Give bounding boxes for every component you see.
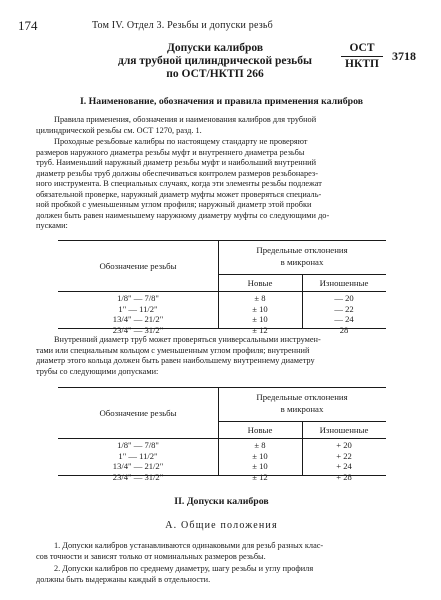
- new-tolerance-column: [218, 440, 302, 482]
- title-line-3: по ОСТ/НКТП 266: [166, 68, 264, 80]
- worn-tolerance-column: [302, 293, 386, 335]
- text-line: Внутренний диаметр труб может проверяться универсальными инструмен-: [54, 335, 321, 344]
- section-2-heading: II. Допуски калибров: [174, 496, 269, 507]
- table-cell: 1" — 11/2": [118, 303, 158, 314]
- tolerance-table-2: [58, 387, 386, 482]
- table-cell: ± 12: [252, 324, 268, 335]
- table-cell: 13/4" — 21/2": [112, 461, 164, 471]
- section-1-paragraph-2: [36, 137, 422, 232]
- page-number: 174: [18, 18, 38, 33]
- worn-tolerance-column: [302, 440, 386, 482]
- text-line: 2. Допуски калибров по среднему диаметру, шагу резьбы и углу профиля: [54, 564, 314, 573]
- col-header-worn: Изношенные: [319, 425, 369, 435]
- section-2-paragraph-2: [36, 564, 422, 585]
- standard-top: ОСТ: [349, 42, 375, 54]
- section-2-subheading: А. Общие положения: [165, 520, 278, 531]
- text-line: диаметр резьбы труб должны обеспечиваться контролем размеров резьбонарез-: [36, 168, 318, 178]
- table-cell: 23/4" — 31/2": [112, 324, 164, 335]
- table-cell: — 20: [334, 293, 354, 303]
- text-line: Проходные резьбовые калибры по настоящему стандарту не проверяют: [54, 137, 308, 146]
- table-cell: ± 8: [254, 440, 266, 450]
- text-line: ной пробкой с уменьшенным углом профиля; наружный диаметр этой пробки: [36, 200, 312, 209]
- text-line: должен быть равен наименьшему наружному диаметру муфты со следующими до-: [36, 210, 330, 220]
- col-header-new: Новые: [247, 425, 273, 435]
- table-cell: + 20: [336, 440, 352, 450]
- table-cell: ± 10: [252, 450, 268, 461]
- text-line: пусками:: [36, 221, 68, 230]
- text-line: труб. Наименьший наружный диаметр резьбы муфт и наибольший внутренний: [36, 158, 317, 167]
- thread-size-column: [58, 293, 218, 335]
- tolerance-table-1: [58, 240, 386, 335]
- text-line: размеров наружного диаметра резьбы муфт и внутреннего диаметра резьбы: [36, 147, 305, 157]
- thread-size-column: [58, 440, 218, 482]
- col-header-group-line-2: в микронах: [280, 404, 324, 414]
- table-cell: 1/8" — 7/8": [117, 440, 159, 450]
- table-cell: + 24: [336, 461, 352, 471]
- text-line: тами или специальным кольцом с уменьшенным углом профиля; внутренний: [36, 345, 310, 355]
- table-cell: — 22: [334, 303, 354, 314]
- title-line-2: для трубной цилиндрической резьбы: [118, 55, 312, 67]
- col-header-group-line-1: Предельные отклонения: [256, 392, 348, 402]
- col-header-group-line-2: в микронах: [280, 257, 324, 267]
- standard-designation: [337, 42, 387, 71]
- text-line: 1. Допуски калибров устанавливаются одинаковыми для резьб разных клас-: [54, 541, 324, 550]
- table-cell: ± 12: [252, 471, 268, 482]
- text-line: Правила применения, обозначения и наименования калибров для трубной: [54, 115, 317, 124]
- col-header-thread: Обозначение резьбы: [99, 408, 177, 418]
- running-title: Том IV. Отдел 3. Резьбы и допуски резьб: [92, 20, 273, 31]
- new-tolerance-column: [218, 293, 302, 335]
- standard-bottom: НКТП: [345, 58, 379, 70]
- fraction-bar: [341, 56, 383, 57]
- table-cell: 13/4" — 21/2": [112, 314, 164, 324]
- table-cell: + 22: [336, 450, 352, 461]
- text-line: ного инструмента. В специальных случаях, когда эти элементы резьбы подлежат: [36, 179, 322, 188]
- table-cell: — 24: [334, 314, 354, 324]
- table-cell: ± 10: [252, 314, 268, 324]
- text-line: трубы со следующими допусками:: [36, 366, 159, 376]
- col-header-thread: Обозначение резьбы: [99, 261, 177, 271]
- table-cell: ± 8: [254, 293, 266, 303]
- text-line: должны быть выдержаны каждый в отдельности.: [36, 574, 211, 584]
- col-header-new: Новые: [247, 278, 273, 288]
- table-cell: 1" — 11/2": [118, 450, 158, 461]
- text-line: сов точности и зависят только от номинальных размеров резьбы.: [36, 551, 266, 561]
- col-header-group-line-1: Предельные отклонения: [256, 245, 348, 255]
- text-line: диаметр этого кольца должен быть равен наибольшему внутреннему диаметру: [36, 356, 315, 365]
- document-title: [95, 42, 335, 81]
- standard-number: 3718: [392, 49, 416, 63]
- table-divider: [58, 438, 386, 439]
- table-cell: 28: [339, 324, 349, 335]
- table-cell: + 28: [336, 471, 352, 482]
- text-line: цилиндрической резьбы см. ОСТ 1270, разд. 1.: [36, 125, 202, 135]
- table-cell: 23/4" — 31/2": [112, 471, 164, 482]
- text-line: обязательной проверке, наружный диаметр муфты может проверяться специаль-: [36, 189, 322, 199]
- section-2-paragraph-1: [36, 541, 422, 562]
- table-cell: 1/8" — 7/8": [117, 293, 159, 303]
- section-1-heading: I. Наименование, обозначения и правила применения калибров: [79, 96, 364, 107]
- table-divider: [58, 291, 386, 292]
- section-1-paragraph-3: [36, 335, 422, 377]
- table-cell: ± 10: [252, 461, 268, 471]
- title-line-1: Допуски калибров: [166, 42, 264, 54]
- section-1-paragraph-1: [36, 115, 422, 136]
- table-cell: ± 10: [252, 303, 268, 314]
- col-header-worn: Изношенные: [319, 278, 369, 288]
